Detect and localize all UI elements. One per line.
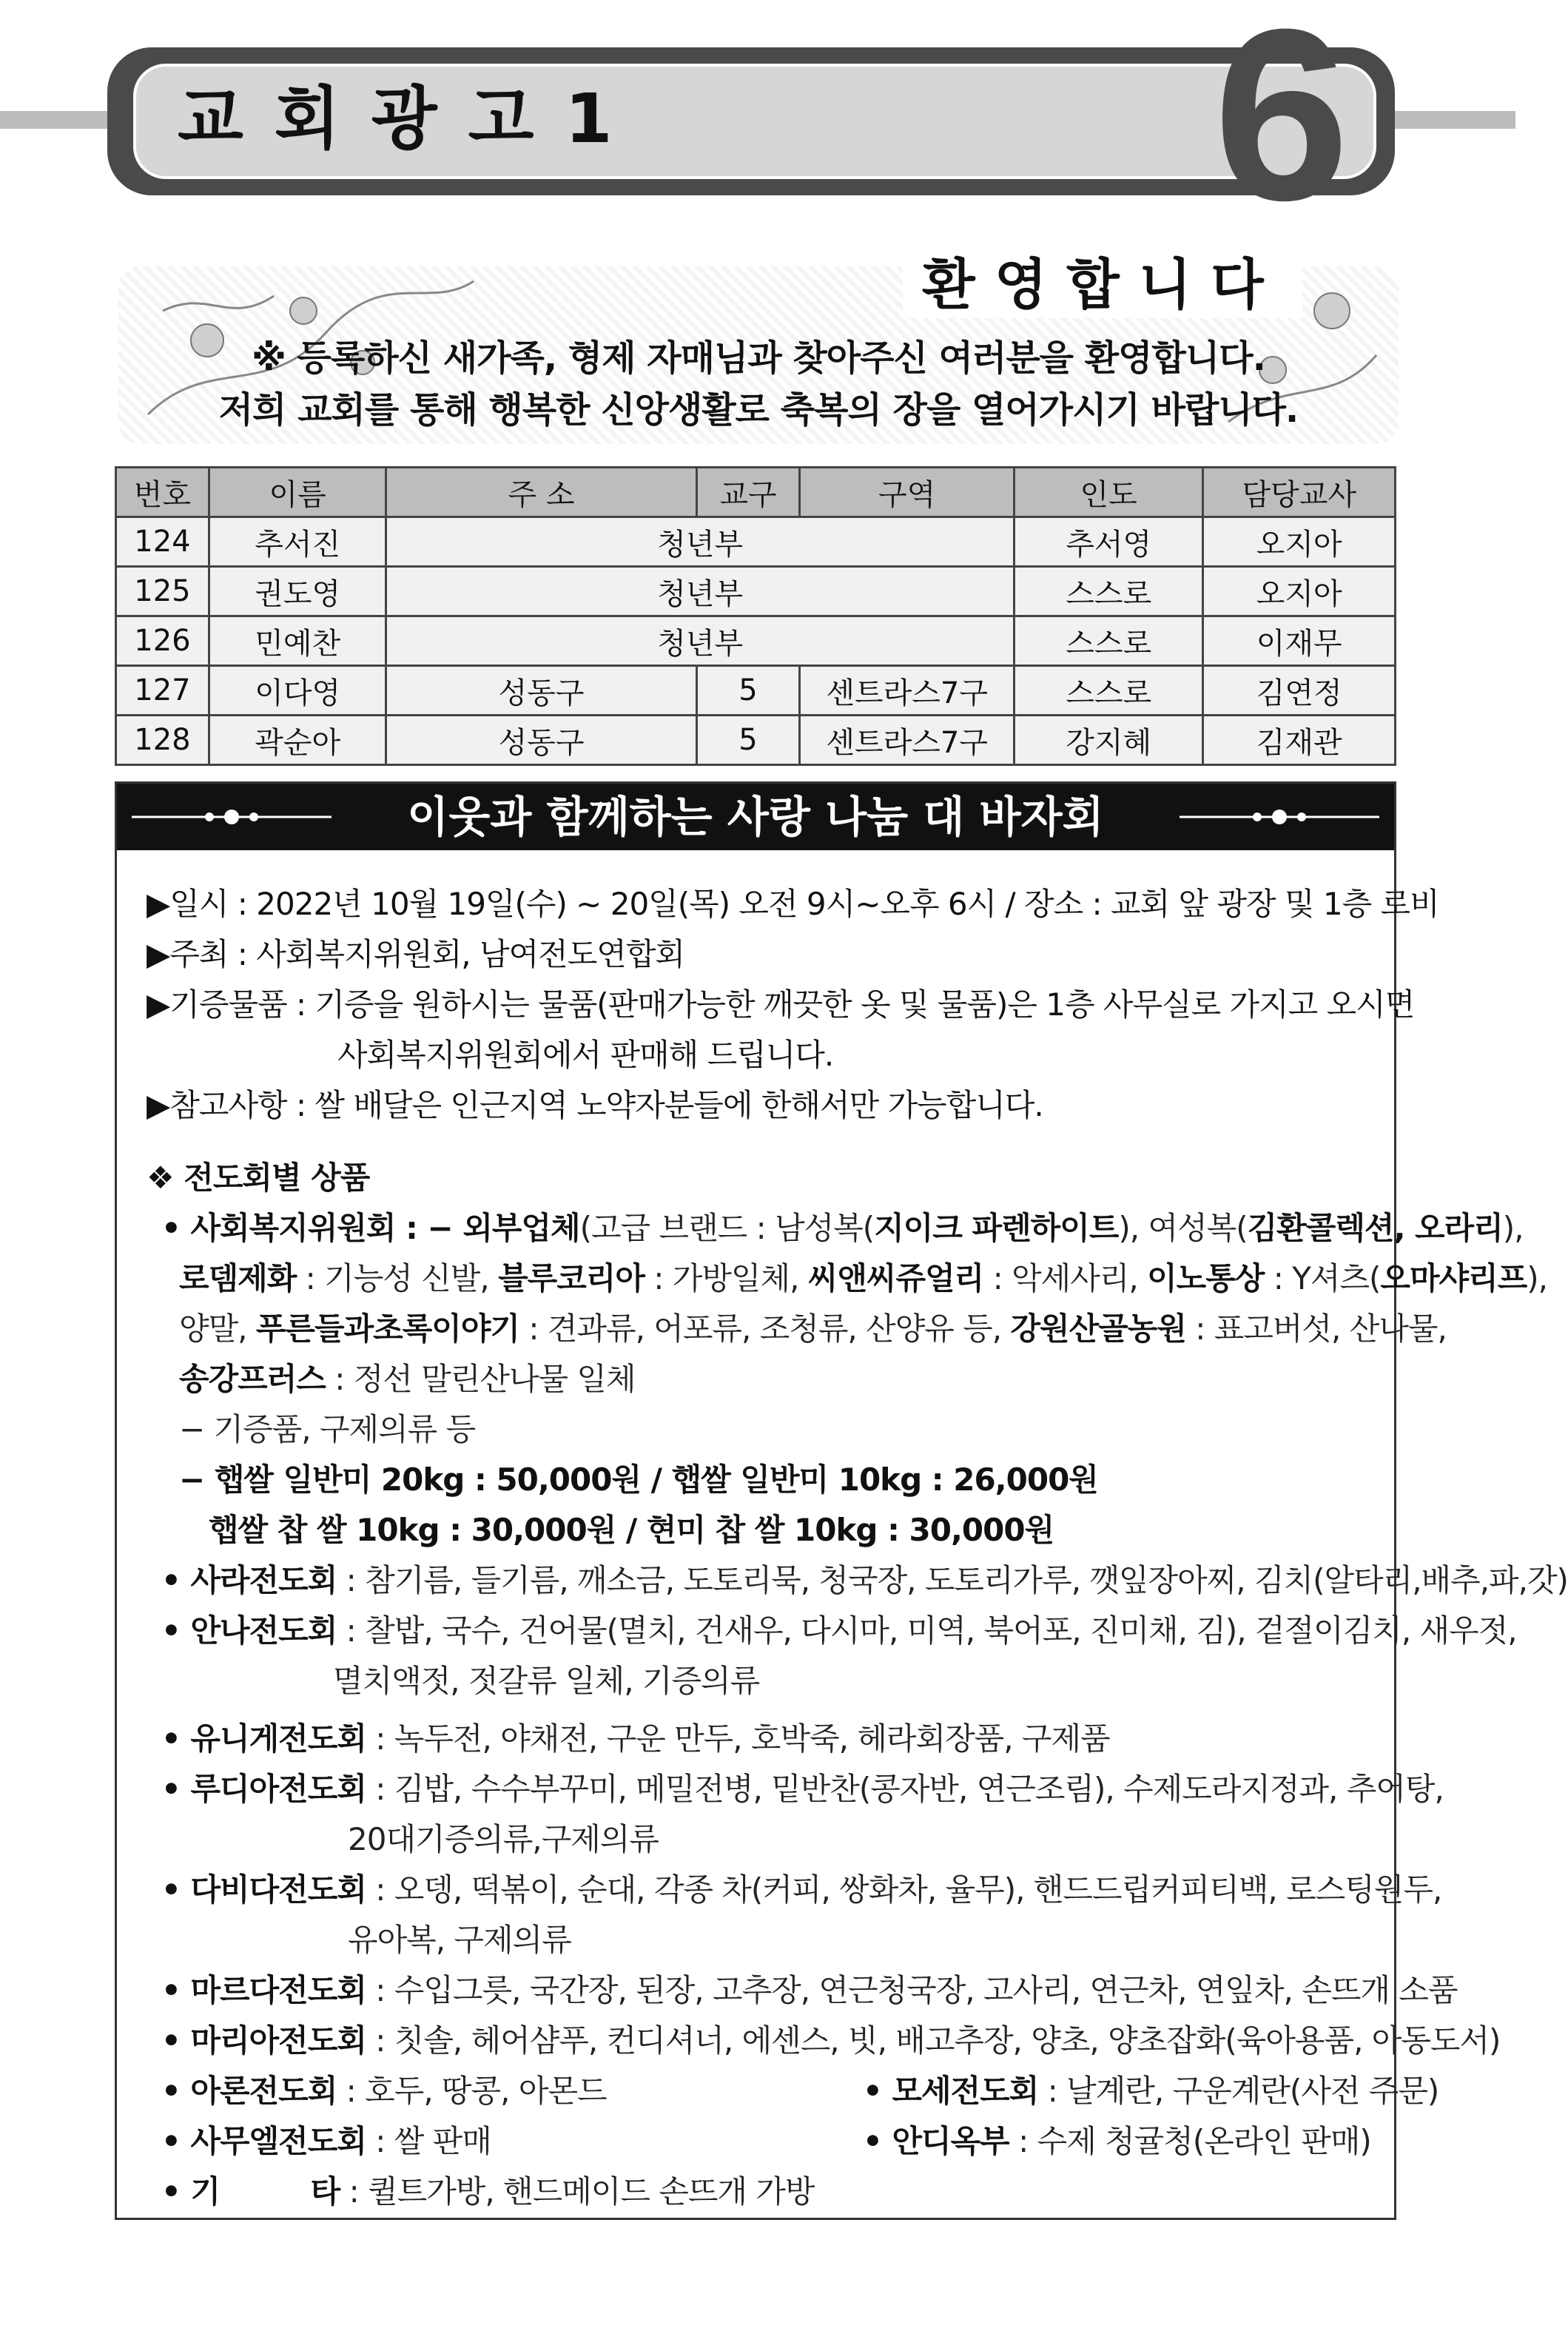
cell-guide: 스스로 bbox=[1014, 666, 1203, 716]
brand-name: 푸른들과초록이야기 bbox=[255, 1311, 520, 1347]
cell-no: 126 bbox=[116, 616, 209, 666]
welfare-text: : 견과류, 어포류, 조청류, 산양유 등, bbox=[519, 1311, 1011, 1347]
group-item bbox=[161, 1556, 1568, 1601]
cell-no: 127 bbox=[116, 666, 209, 716]
welfare-line-4 bbox=[179, 1355, 636, 1399]
note-line: ▶참고사항 : 쌀 배달은 인근지역 노약자분들에 한해서만 가능합니다. bbox=[147, 1087, 1043, 1123]
date-line: ▶일시 : 2022년 10월 19일(수) ~ 20일(목) 오전 9시~오후 6시 / 장소 : 교회 앞 광장 및 1층 로비 bbox=[147, 886, 1439, 922]
group-text: : 수제 청귤청(온라인 판매) bbox=[1009, 2123, 1371, 2159]
welfare-text: : 표고버섯, 산나물, bbox=[1185, 1311, 1447, 1347]
group-text: : 녹두전, 야채전, 구운 만두, 호박죽, 헤라회장품, 구제품 bbox=[366, 1720, 1110, 1757]
group-text: : 참기름, 들기름, 깨소금, 도토리묵, 청국장, 도토리가루, 깻잎장아찌, 김치(알타리,배추,파,갓) bbox=[337, 1562, 1568, 1598]
bazaar-header bbox=[117, 784, 1394, 850]
welfare-text: : 가방일체, bbox=[644, 1260, 808, 1296]
group-text: : 퀼트가방, 핸드메이드 손뜨개 가방 bbox=[340, 2173, 815, 2210]
welcome-section bbox=[118, 252, 1399, 444]
cell-guide: 강지혜 bbox=[1014, 716, 1203, 765]
brand-name: 로뎀제화 bbox=[179, 1260, 297, 1296]
cell-teacher: 오지아 bbox=[1203, 517, 1396, 567]
cell-zone: 센트라스7구 bbox=[800, 716, 1014, 765]
page-title: 교회광고1 bbox=[178, 79, 644, 158]
group-label: • 루디아전도회 bbox=[161, 1771, 366, 1807]
cell-district: 5 bbox=[696, 666, 800, 716]
welfare-text: ), bbox=[1502, 1210, 1524, 1246]
column-header: 이름 bbox=[209, 468, 386, 517]
group-item bbox=[161, 2067, 607, 2111]
welfare-text: ), bbox=[1527, 1260, 1548, 1296]
cell-guide: 스스로 bbox=[1014, 616, 1203, 666]
group-item bbox=[161, 1607, 1517, 1651]
table-header-row bbox=[116, 468, 1396, 517]
group-label: • 사무엘전도회 bbox=[161, 2123, 366, 2159]
group-text: : 김밥, 수수부꾸미, 메밀전병, 밑반찬(콩자반, 연근조림), 수제도라지정과, 추어탕, bbox=[366, 1771, 1444, 1807]
group-label: • 마르다전도회 bbox=[161, 1972, 366, 2008]
group-text: : 날계란, 구운계란(사전 주문) bbox=[1038, 2073, 1439, 2109]
column-header: 교구 bbox=[696, 468, 800, 517]
cell-teacher: 이재무 bbox=[1203, 616, 1396, 666]
brand-name: 오마샤리프 bbox=[1380, 1260, 1527, 1296]
cell-teacher: 김연정 bbox=[1203, 666, 1396, 716]
brand-name: 강원산골농원 bbox=[1010, 1311, 1186, 1347]
brand-name: 김환콜렉션, 오라리 bbox=[1247, 1210, 1503, 1246]
table-row bbox=[116, 616, 1396, 666]
cell-address: 성동구 bbox=[386, 716, 696, 765]
cell-guide: 추서영 bbox=[1014, 517, 1203, 567]
group-item bbox=[161, 2117, 491, 2162]
cell-address: 청년부 bbox=[386, 567, 1014, 616]
group-label: • 사라전도회 bbox=[161, 1562, 337, 1598]
column-header: 주 소 bbox=[386, 468, 696, 517]
host-line: ▶주최 : 사회복지위원회, 남여전도연합회 bbox=[147, 936, 685, 972]
column-header: 구역 bbox=[800, 468, 1014, 517]
welfare-text: : Y셔츠( bbox=[1264, 1260, 1381, 1296]
cell-no: 125 bbox=[116, 567, 209, 616]
group-text: : 호두, 땅콩, 아몬드 bbox=[337, 2073, 607, 2109]
brand-name: 지이크 파렌하이트 bbox=[874, 1210, 1119, 1246]
cell-address: 성동구 bbox=[386, 666, 696, 716]
cell-guide: 스스로 bbox=[1014, 567, 1203, 616]
cell-name: 권도영 bbox=[209, 567, 386, 616]
group-item bbox=[863, 2117, 1371, 2162]
group-label: • 기 타 bbox=[161, 2173, 340, 2210]
group-item bbox=[863, 2067, 1439, 2111]
cell-address: 청년부 bbox=[386, 616, 1014, 666]
donation-line-2: 사회복지위원회에서 판매해 드립니다. bbox=[337, 1037, 834, 1073]
cell-name: 이다영 bbox=[209, 666, 386, 716]
welfare-line-3 bbox=[179, 1305, 1447, 1349]
welcome-line-1: ※ 등록하신 새가족, 형제 자매님과 찾아주신 여러분을 환영합니다. bbox=[252, 337, 1265, 379]
cell-no: 128 bbox=[116, 716, 209, 765]
cell-address: 청년부 bbox=[386, 517, 1014, 567]
welfare-text: (고급 브랜드 : 남성복( bbox=[579, 1210, 875, 1246]
cell-teacher: 김재관 bbox=[1203, 716, 1396, 765]
welfare-text: : − 외부업체 bbox=[395, 1210, 580, 1246]
cell-name: 곽순아 bbox=[209, 716, 386, 765]
brand-name: 블루코리아 bbox=[498, 1260, 645, 1296]
column-header: 번호 bbox=[116, 468, 209, 517]
group-item bbox=[161, 1765, 1444, 1809]
group-text-cont: 20대기증의류,구제의류 bbox=[348, 1821, 659, 1857]
brand-name: 씨앤씨쥬얼리 bbox=[807, 1260, 984, 1296]
group-item bbox=[161, 1966, 1457, 2011]
new-member-table bbox=[115, 466, 1396, 766]
cell-teacher: 오지아 bbox=[1203, 567, 1396, 616]
welcome-line-2: 저희 교회를 통해 행복한 신앙생활로 축복의 장을 열어가시기 바랍니다. bbox=[218, 389, 1299, 431]
table-row bbox=[116, 666, 1396, 716]
cell-name: 추서진 bbox=[209, 517, 386, 567]
group-text: : 오뎅, 떡볶이, 순대, 각종 차(커피, 쌍화차, 율무), 핸드드립커피티백, 로스팅원두, bbox=[366, 1871, 1442, 1908]
cell-name: 민예찬 bbox=[209, 616, 386, 666]
welfare-line-1 bbox=[161, 1204, 1524, 1248]
bazaar-title: 이웃과 함께하는 사랑 나눔 대 바자회 bbox=[407, 792, 1104, 842]
cell-district: 5 bbox=[696, 716, 800, 765]
group-item bbox=[161, 1715, 1110, 1759]
group-text: : 칫솔, 헤어샴푸, 컨디셔너, 에센스, 빗, 배고추장, 양초, 양초잡화(육아용품, 아동도서) bbox=[366, 2022, 1501, 2059]
column-header: 담당교사 bbox=[1203, 468, 1396, 517]
rice-price-line-1: − 햅쌀 일반미 20kg : 50,000원 / 햅쌀 일반미 10kg : 26,000원 bbox=[179, 1461, 1098, 1498]
cell-no: 124 bbox=[116, 517, 209, 567]
group-text: : 수입그릇, 국간장, 된장, 고추장, 연근청국장, 고사리, 연근차, 연잎차, 손뜨개 소품 bbox=[366, 1972, 1458, 2008]
group-label: • 안나전도회 bbox=[161, 1612, 337, 1649]
welfare-text: : 악세사리, bbox=[983, 1260, 1148, 1296]
products-heading: ❖ 전도회별 상품 bbox=[147, 1160, 370, 1196]
welcome-title: 환영합니다 bbox=[903, 252, 1302, 318]
welfare-line-5: − 기증품, 구제의류 등 bbox=[179, 1411, 476, 1447]
bazaar-section bbox=[115, 781, 1568, 2220]
cell-zone: 센트라스7구 bbox=[800, 666, 1014, 716]
welfare-line-2 bbox=[179, 1254, 1547, 1299]
group-text: : 찰밥, 국수, 건어물(멸치, 건새우, 다시마, 미역, 북어포, 진미채, 김), 겉절이김치, 새우젓, bbox=[337, 1612, 1517, 1649]
page-number: 6 bbox=[1214, 0, 1350, 251]
group-label: • 다비다전도회 bbox=[161, 1871, 366, 1908]
brand-name: 송강프러스 bbox=[179, 1361, 326, 1397]
group-text-cont: 멸치액젓, 젓갈류 일체, 기증의류 bbox=[333, 1663, 760, 1699]
table-row bbox=[116, 517, 1396, 567]
group-label: • 모세전도회 bbox=[863, 2073, 1039, 2109]
group-label: • 사회복지위원회 bbox=[161, 1210, 396, 1246]
welfare-text: : 정선 말린산나물 일체 bbox=[325, 1361, 636, 1397]
group-label: • 안디옥부 bbox=[863, 2123, 1009, 2159]
group-label: • 마리아전도회 bbox=[161, 2022, 366, 2059]
welfare-text: : 기능성 신발, bbox=[296, 1260, 499, 1296]
group-item bbox=[161, 1866, 1441, 1910]
welfare-text: ), 여성복( bbox=[1118, 1210, 1248, 1246]
column-header: 인도 bbox=[1014, 468, 1203, 517]
donation-line-1: ▶기증물품 : 기증을 원하시는 물품(판매가능한 깨끗한 옷 및 물품)은 1층 사무실로 가지고 오시면 bbox=[147, 986, 1415, 1023]
group-item bbox=[161, 2167, 814, 2212]
table-row bbox=[116, 716, 1396, 765]
rice-price-line-2: 햅쌀 찹 쌀 10kg : 30,000원 / 현미 찹 쌀 10kg : 30,000원 bbox=[209, 1512, 1054, 1548]
group-text: : 쌀 판매 bbox=[366, 2123, 491, 2159]
group-text-cont: 유아복, 구제의류 bbox=[348, 1922, 571, 1958]
group-item bbox=[161, 2016, 1500, 2061]
group-label: • 아론전도회 bbox=[161, 2073, 337, 2109]
welfare-text: 양말, bbox=[179, 1311, 256, 1347]
brand-name: 이노통상 bbox=[1147, 1260, 1265, 1296]
group-label: • 유니게전도회 bbox=[161, 1720, 366, 1757]
table-row bbox=[116, 567, 1396, 616]
